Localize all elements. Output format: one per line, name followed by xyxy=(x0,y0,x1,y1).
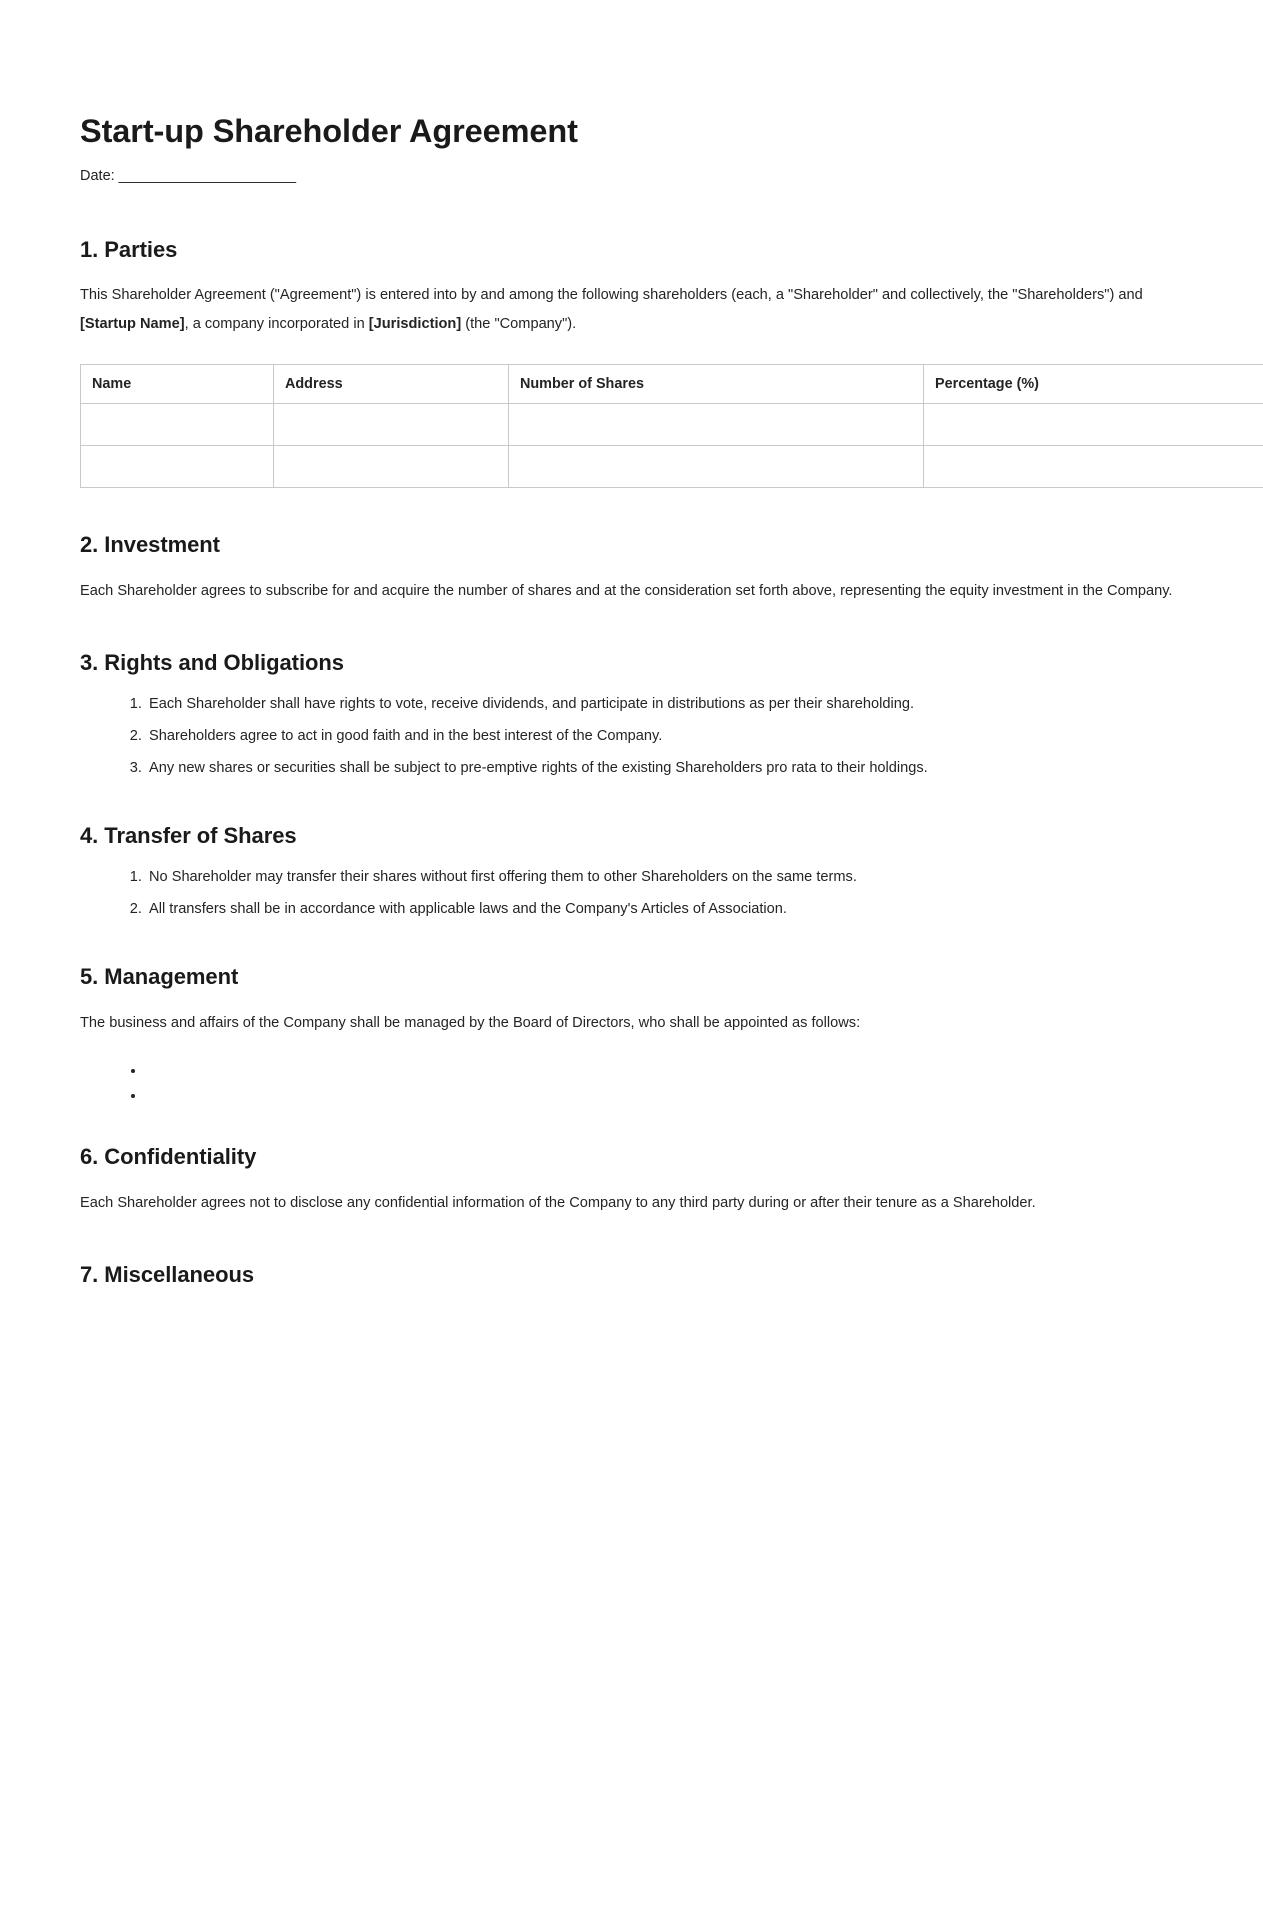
parties-intro-text-3: (the "Company"). xyxy=(461,316,577,333)
management-paragraph: The business and affairs of the Company shall be managed by the Board of Directors, who shall be appointed as follows: xyxy=(80,1014,861,1031)
list-item: 2. All transfers shall be in accordance with applicable laws and the Company's Articles of Association. xyxy=(146,899,1200,920)
investment-paragraph: Each Shareholder agrees to subscribe for and acquire the number of shares and at the consideration set forth above, representing the equity investment in the Company. xyxy=(80,582,1173,599)
parties-intro-text-2: , a company incorporated in xyxy=(184,316,369,333)
table-cell-name[interactable] xyxy=(81,404,274,446)
table-cell-address[interactable] xyxy=(274,404,509,446)
section-heading-rights-and-obligations: 3. Rights and Obligations xyxy=(80,650,344,676)
list-item[interactable] xyxy=(146,1086,1200,1100)
parties-intro-text-1: This Shareholder Agreement ("Agreement") is entered into by and among the following shareholders (each, a "Shareholder" and collectively, the "Shareholders") and xyxy=(80,287,1143,304)
table-cell-shares[interactable] xyxy=(509,404,924,446)
date-field-line: Date: ______________________ xyxy=(80,168,297,185)
list-item: 1. No Shareholder may transfer their shares without first offering them to other Shareholders on the same terms. xyxy=(146,867,1200,888)
placeholder-startup-name: [Startup Name] xyxy=(80,316,185,333)
table-row xyxy=(81,446,1263,488)
transfer-of-shares-list xyxy=(80,867,1200,920)
list-item[interactable] xyxy=(146,1061,1200,1075)
table-cell-percentage[interactable] xyxy=(924,404,1263,446)
board-appointment-list xyxy=(80,1061,1200,1100)
shareholders-table xyxy=(80,364,1263,489)
placeholder-jurisdiction: [Jurisdiction] xyxy=(368,316,462,333)
list-item: 2. Shareholders agree to act in good faith and in the best interest of the Company. xyxy=(146,726,1200,747)
table-row xyxy=(81,404,1263,446)
section-heading-confidentiality: 6. Confidentiality xyxy=(80,1143,257,1169)
table-cell-name[interactable] xyxy=(81,446,274,488)
section-heading-investment: 2. Investment xyxy=(80,532,220,558)
table-cell-percentage[interactable] xyxy=(924,446,1263,488)
table-column-header-address: Address xyxy=(274,364,509,404)
parties-intro-paragraph xyxy=(80,281,1200,339)
section-heading-parties: 1. Parties xyxy=(80,236,178,262)
table-cell-shares[interactable] xyxy=(509,446,924,488)
table-column-header-name: Name xyxy=(81,364,274,404)
table-header-row xyxy=(81,364,1263,404)
list-item: 3. Any new shares or securities shall be subject to pre-emptive rights of the existing Shareholders pro rata to their holdings. xyxy=(146,758,1200,779)
section-heading-management: 5. Management xyxy=(80,964,239,990)
list-item: 1. Each Shareholder shall have rights to vote, receive dividends, and participate in distributions as per their shareholding. xyxy=(146,694,1200,715)
rights-and-obligations-list xyxy=(80,694,1200,779)
section-heading-miscellaneous: 7. Miscellaneous xyxy=(80,1261,255,1287)
table-column-header-percentage: Percentage (%) xyxy=(924,364,1263,404)
table-column-header-number-of-shares: Number of Shares xyxy=(509,364,924,404)
confidentiality-paragraph: Each Shareholder agrees not to disclose any confidential information of the Company to any third party during or after their tenure as a Shareholder. xyxy=(80,1194,1036,1211)
page-title: Start-up Shareholder Agreement xyxy=(80,113,578,149)
table-cell-address[interactable] xyxy=(274,446,509,488)
section-heading-transfer-of-shares: 4. Transfer of Shares xyxy=(80,823,297,849)
